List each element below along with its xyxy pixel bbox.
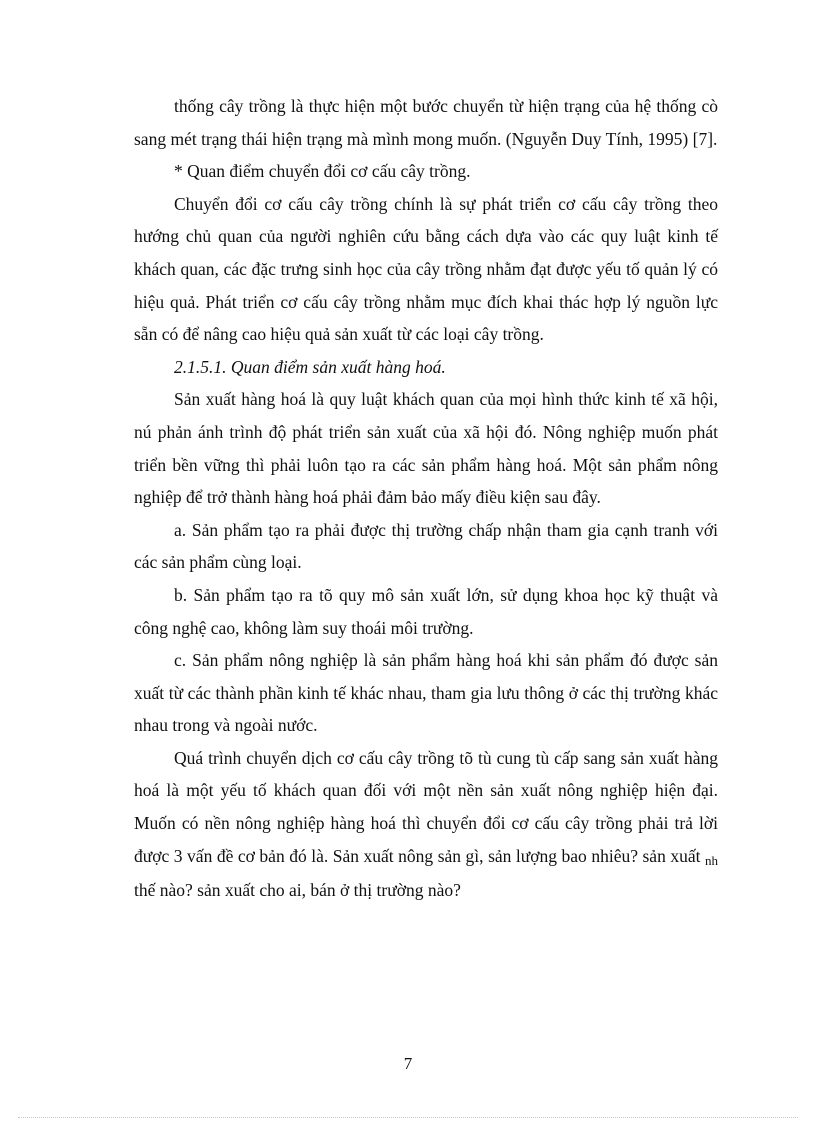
page-number: 7 (403, 1054, 413, 1073)
footer-divider (18, 1117, 798, 1118)
paragraph-transition-part1: Quá trình chuyển dịch cơ cấu cây trồng tõ tù cung tù cấp sang sản xuất hàng hoá là một yếu tố khách quan đối với một nền sản xuất nông nghiệp hiện đại. Muốn có nền nông nghiệp hàng hoá thì chuyển đổi cơ cấu cây trồng phải trả lời được 3 vấn đề cơ bản đó là. Sản xuất nông sản gì, sản lượng bao nhiêu? sản xuất (134, 747, 718, 866)
section-heading: 2.1.5.1. Quan điểm sản xuất hàng hoá. (174, 356, 446, 377)
paragraph-item-a: a. Sản phẩm tạo ra phải được thị trường chấp nhận tham gia cạnh tranh với các sản phẩm cùng loại. (134, 519, 718, 573)
paragraph-continuation: thống cây trồng là thực hiện một bước chuyển từ hiện trạng của hệ thống cò sang mét trạng thái hiện trạng mà mình mong muốn. (Nguyễn Duy Tính, 1995) [7]. (134, 96, 718, 149)
paragraph-transition-part2: thế nào? sản xuất cho ai, bán ở thị trường nào? (134, 880, 461, 901)
paragraph-item-b: b. Sản phẩm tạo ra tõ quy mô sản xuất lớn, sử dụng khoa học kỹ thuật và công nghệ cao, không làm suy thoái môi trường. (134, 584, 718, 638)
paragraph-item-c: c. Sản phẩm nông nghiệp là sản phẩm hàng hoá khi sản phẩm đó được sản xuất từ các thành phần kinh tế khác nhau, tham gia lưu thông ở các thị trường khác nhau trong và ngoài nước. (134, 650, 718, 736)
paragraph-commodity: Sản xuất hàng hoá là quy luật khách quan của mọi hình thức kinh tế xã hội, nú phản ánh trình độ phát triển sản xuất của xã hội đó. Nông nghiệp muốn phát triển bền vững thì phải luôn tạo ra các sản phẩm hàng hoá. Một sản phẩm nông nghiệp để trở thành hàng hoá phải đảm bảo mấy điều kiện sau đây. (134, 389, 718, 508)
paragraph-conversion: Chuyển đổi cơ cấu cây trồng chính là sự phát triển cơ cấu cây trồng theo hướng chủ quan của người nghiên cứu bằng cách dựa vào các quy luật kinh tế khách quan, các đặc trưng sinh học của cây trồng nhằm đạt được yếu tố quản lý có hiệu quả. Phát triển cơ cấu cây trồng nhằm mục đích khai thác hợp lý nguồn lực sẵn có để nâng cao hiệu quả sản xuất từ các loại cây trồng. (134, 193, 718, 345)
paragraph-heading-viewpoint: * Quan điểm chuyển đổi cơ cấu cây trồng. (174, 161, 471, 182)
body-text (134, 90, 718, 907)
paragraph-transition (134, 742, 718, 907)
paragraph-transition-small-word: nh (705, 852, 719, 868)
